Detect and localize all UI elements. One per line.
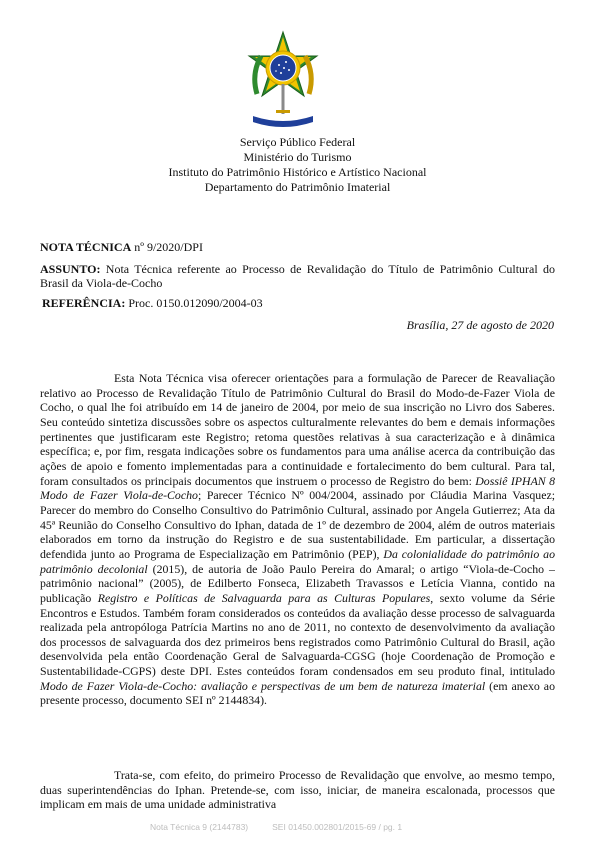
p1-italic-2: Da colonialidade do patrimônio ao patrimônio decolonial	[40, 546, 556, 576]
nota-tecnica-line	[40, 240, 555, 254]
p1-italic-1: Dossiê IPHAN 8 Modo de Fazer Viola-de-Cocho	[40, 473, 556, 503]
document-date: Brasília, 27 de agosto de 2020	[406, 318, 554, 332]
p1-text-5: (em anexo ao presente processo, documento SEI nº 2144834).	[40, 678, 555, 708]
nota-label: NOTA TÉCNICA	[40, 240, 132, 254]
nota-number: nº 9/2020/DPI	[134, 240, 203, 254]
coat-of-arms-emblem	[247, 24, 319, 128]
body-paragraph-2	[40, 768, 555, 812]
body-paragraph-1	[40, 371, 555, 708]
p2-text: Trata-se, com efeito, do primeiro Processo de Revalidação que envolve, ao mesmo tempo, duas superintendências do Iphan. Pretende-se, com isso, iniciar, de maneira escalonada, processos que implicam em mais de uma unidade administrativa	[40, 768, 555, 812]
referencia-text: Proc. 0150.012090/2004-03	[128, 296, 263, 310]
header-ministry: Ministério do Turismo	[243, 150, 352, 164]
p1-text-3: (2015), de autoria de João Paulo Pereira do Amaral; o artigo “Viola-de-Cocho – patrimônio nacional” (2005), de Edilberto Fonseca, Elizabeth Travassos e Letícia Vianna, contido na publicação	[40, 561, 555, 605]
referencia-line	[42, 296, 557, 310]
p1-text-2: ; Parecer Técnico Nº 004/2004, assinado por Cláudia Marina Vasquez; Parecer do membro do Conselho Consultivo do Patrimônio Cultural, assinado por Angela Gutierrez; Ata da 45ª Reunião do Conselho Consultivo do Iphan, datada de 1º de dezembro de 2004, além de outros materiais elaborados em torno da instrução do Registro e de sua sustentabilidade. Em particular, a dissertação defendida junto ao Programa de Especialização em Patrimônio (PEP),	[40, 488, 556, 561]
referencia-label: REFERÊNCIA:	[42, 296, 126, 310]
assunto-label: ASSUNTO:	[40, 262, 101, 276]
page-footer	[150, 822, 450, 832]
letterhead	[0, 135, 595, 195]
assunto-line	[40, 262, 555, 291]
p1-text-1: Esta Nota Técnica visa oferecer orientações para a formulação de Parecer de Reavaliação relativo ao Processo de Revalidação Título de Patrimônio Cultural do Brasil do Modo-de-Fazer Viola de Cocho, o qual lhe foi atribuído em 14 de janeiro de 2004, por meio de sua inscrição no Livro dos Saberes. Seu conteúdo sintetiza discussões sobre os aspectos culturalmente relevantes do bem e demais informações pertinentes que justificaram este Registro; retoma questões relativas à sua caracterização e à dinâmica específica; e, por fim, resgata indicações sobre os fundamentos para uma análise acerca da contribuição das ações de apoio e fomento implementadas para a continuidade e fortalecimento do bem cultural. Para tal, foram consultados os principais documentos que instruem o processo de Registro do bem:	[40, 371, 555, 488]
p1-italic-3: Registro e Políticas de Salvaguarda para as Culturas Populares	[97, 590, 431, 605]
footer-process-page: SEI 01450.002801/2015-69 / pg. 1	[272, 822, 403, 832]
footer-document-id: Nota Técnica 9 (2144783)	[150, 822, 249, 832]
header-service: Serviço Público Federal	[239, 135, 356, 149]
header-department: Departamento do Patrimônio Imaterial	[204, 180, 391, 194]
assunto-text: Nota Técnica referente ao Processo de Revalidação do Título de Patrimônio Cultural do Brasil da Viola-de-Cocho	[40, 262, 555, 291]
header-institute: Instituto do Patrimônio Histórico e Artístico Nacional	[168, 165, 427, 179]
p1-text-4: , sexto volume da Série Encontros e Estudos. Também foram considerados os conteúdos da avaliação desse processo de salvaguarda realizada pela antropóloga Patrícia Martins no ano de 2011, no contexto de desenvolvimento da avaliação dos processos de salvaguarda dos dez primeiros bens registrados como Patrimônio Cultural do Brasil, ação desenvolvida pela então Coordenação Geral de Salvaguarda-CGSG (hoje Coordenação de Promoção e Sustentabilidade-CGPS) deste DPI. Estes conteúdos foram condensados em seu produto final, intitulado	[40, 590, 555, 679]
p1-italic-4: Modo de Fazer Viola-de-Cocho: avaliação e perspectivas de um bem de natureza imaterial	[40, 678, 486, 693]
